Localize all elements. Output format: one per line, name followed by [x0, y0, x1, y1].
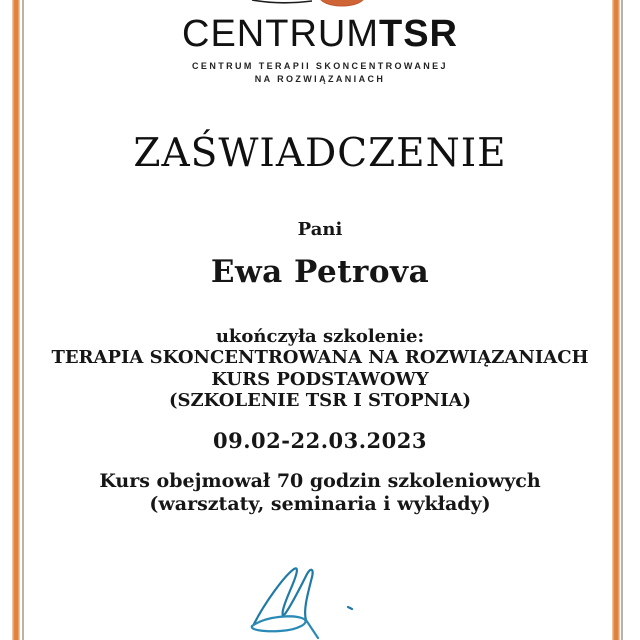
course-hours-line2: (warsztaty, seminaria i wykłady): [149, 493, 491, 515]
frame-left-orange-stripe: [12, 0, 20, 640]
brand-tagline-line2: NA ROZWIĄZANIACH: [254, 74, 386, 84]
frame-left-shadow-line: [22, 0, 24, 640]
brand-logo-fragment-icon: [240, 0, 380, 12]
course-line2: KURS PODSTAWOWY: [211, 368, 429, 390]
signature-handwriting: [226, 560, 386, 640]
brand-wordmark-light: CENTRUM: [182, 13, 379, 55]
course-hours-line1: Kurs obejmował 70 godzin szkoleniowych: [99, 470, 541, 492]
course-date-range: 09.02-22.03.2023: [213, 428, 427, 453]
frame-right-orange-stripe: [612, 0, 620, 640]
brand-wordmark: [0, 15, 640, 55]
recipient-name: Ewa Petrova: [210, 254, 430, 290]
course-hours-block: [30, 470, 610, 516]
brand-tagline-line1: CENTRUM TERAPII SKONCENTROWANEJ: [192, 61, 448, 71]
brand-tagline: [0, 60, 640, 86]
course-block: [30, 347, 610, 412]
frame-right-shadow-line: [621, 0, 623, 640]
course-line3: (SZKOLENIE TSR I STOPNIA): [168, 390, 471, 411]
course-line1: TERAPIA SKONCENTROWANA NA ROZWIĄZANIACH: [51, 347, 589, 368]
completion-intro: ukończyła szkolenie:: [215, 326, 425, 347]
certificate-title: ZAŚWIADCZENIE: [133, 131, 507, 176]
brand-wordmark-bold: TSR: [378, 13, 458, 55]
salutation: Pani: [297, 219, 343, 240]
